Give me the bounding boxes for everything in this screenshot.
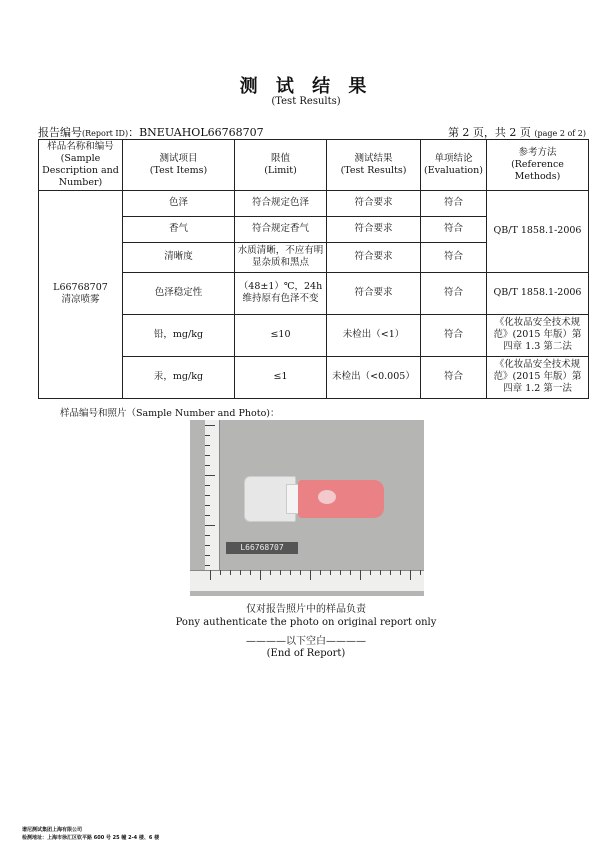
ruler-tick [250,570,251,575]
ruler-tick [205,475,215,476]
page-number-en: (page 2 of 2) [534,129,586,138]
row-limit: ≤1 [235,356,327,398]
ruler-tick [340,570,341,575]
footer-address: 检测地址：上海市徐汇区钦平路 600 号 25 幢 2-4 楼、6 楼 [22,835,160,841]
ruler-tick [390,570,391,575]
ruler-tick [400,570,401,575]
ruler-tick [205,525,215,526]
ruler-tick [360,570,361,580]
ruler-tick [270,570,271,575]
row-method: 《化妆品安全技术规范》(2015 年版）第四章 1.2 第一法 [487,356,589,398]
ruler-tick [205,565,210,566]
ruler-tick [310,570,311,580]
page-title: 测 试 结 果 [239,76,373,97]
report-id [38,124,264,140]
header-evaluation: 单项结论 (Evaluation) [421,140,487,191]
row-evaluation: 符合 [421,356,487,398]
sample-number-strip: L66768707 [226,542,298,554]
ruler-tick [205,505,210,506]
ruler-tick [205,515,210,516]
ruler-tick [420,570,421,575]
horizontal-ruler [190,570,424,591]
row-result: 未检出（<1） [327,314,421,356]
row-evaluation: 符合 [421,242,487,272]
ruler-tick [205,465,210,466]
page-number [448,124,586,140]
page-number-cn: 第 2 页，共 2 页 [447,126,531,139]
row-result: 符合要求 [327,242,421,272]
row-method: QB/T 1858.1-2006 [487,190,589,272]
row-item: 汞，mg/kg [123,356,235,398]
row-item: 色泽稳定性 [123,272,235,314]
photo-note-en: Pony authenticate the photo on original report only [175,617,437,628]
ruler-tick [205,495,210,496]
row-evaluation: 符合 [421,272,487,314]
row-limit: 符合规定色泽 [235,190,327,216]
ruler-tick [205,485,210,486]
row-limit: （48±1）℃，24h维持原有色泽不变 [235,272,327,314]
footer-company: 谱尼测试集团上海有限公司 [22,827,83,833]
ruler-tick [300,570,301,575]
end-marker-cn: ————以下空白———— [246,636,366,647]
end-marker-en: (End of Report) [266,648,346,659]
row-item: 香气 [123,216,235,242]
report-id-label: 报告编号 [38,126,82,139]
row-method: 《化妆品安全技术规范》(2015 年版）第四章 1.3 第二法 [487,314,589,356]
report-id-value: ：BNEUAHOL66768707 [128,126,264,139]
ruler-tick [370,570,371,575]
bottle-face-graphic [318,490,336,504]
ruler-tick [205,425,215,426]
row-evaluation: 符合 [421,314,487,356]
header-reference-methods: 参考方法 (Reference Methods) [487,140,589,191]
row-item: 清晰度 [123,242,235,272]
row-result: 符合要求 [327,216,421,242]
row-limit: 水质清晰，不应有明显杂质和黑点 [235,242,327,272]
ruler-tick [220,570,221,575]
row-item: 铅，mg/kg [123,314,235,356]
ruler-tick [280,570,281,575]
ruler-tick [205,555,210,556]
ruler-tick [205,545,210,546]
ruler-tick [205,435,210,436]
header-limit: 限值 (Limit) [235,140,327,191]
table-header-row [39,140,589,191]
ruler-tick [380,570,381,575]
ruler-tick [260,570,261,580]
row-limit: 符合规定香气 [235,216,327,242]
ruler-tick [205,445,210,446]
photo-note-cn: 仅对报告照片中的样品负责 [246,604,366,615]
ruler-tick [205,455,210,456]
row-result: 符合要求 [327,272,421,314]
row-item: 色泽 [123,190,235,216]
header-sample: 样品名称和编号 (Sample Description and Number) [39,140,123,191]
header-test-results: 测试结果 (Test Results) [327,140,421,191]
ruler-tick [320,570,321,575]
ruler-tick [230,570,231,575]
page-subtitle: (Test Results) [271,96,341,107]
row-evaluation: 符合 [421,216,487,242]
row-limit: ≤10 [235,314,327,356]
spray-bottle [298,480,384,518]
ruler-tick [290,570,291,575]
row-result: 符合要求 [327,190,421,216]
sample-cell: L66768707 清凉喷雾 [39,190,123,398]
ruler-tick [330,570,331,575]
row-method: QB/T 1858.1-2006 [487,272,589,314]
sample-photo [190,420,424,596]
photo-section-label: 样品编号和照片（Sample Number and Photo)： [60,408,280,419]
row-result: 未检出（<0.005） [327,356,421,398]
ruler-tick [205,535,210,536]
ruler-tick [240,570,241,575]
row-evaluation: 符合 [421,190,487,216]
ruler-tick [210,570,211,580]
table-row [39,190,589,216]
ruler-tick [350,570,351,575]
report-id-label-en: (Report ID) [82,129,129,138]
header-test-items: 测试项目 (Test Items) [123,140,235,191]
ruler-tick [410,570,411,580]
results-table [38,139,589,399]
